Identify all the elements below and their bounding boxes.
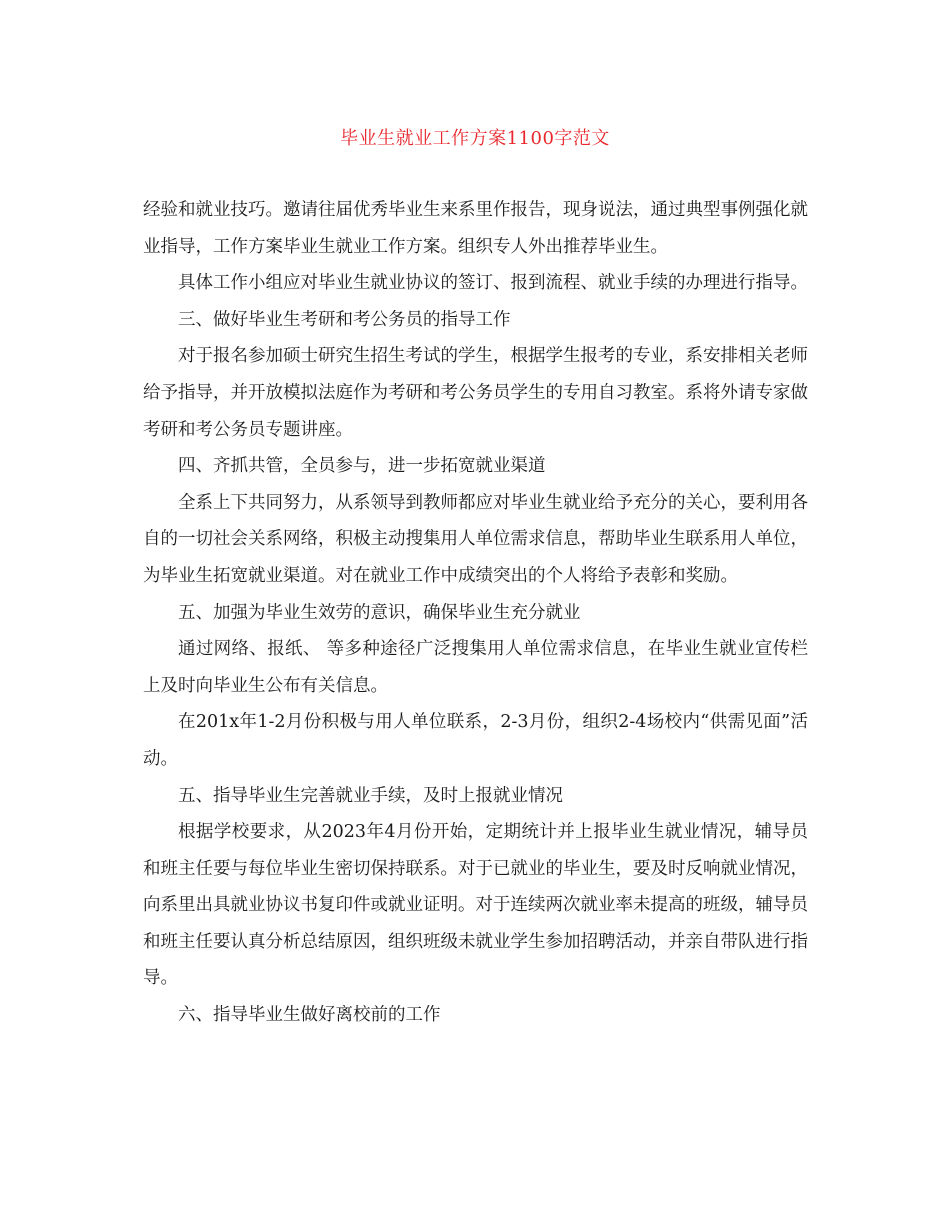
paragraph: 根据学校要求，从2023年4月份开始，定期统计并上报毕业生就业情况，辅导员和班主任要与每位毕业生密切保持联系。对于已就业的毕业生，要及时反响就业情况，向系里出具就业协议书复印件或就业证明。对于连续两次就业率未提高的班级，辅导员和班主任要认真分析总结原因，组织班级未就业学生参加招聘活动，并亲自带队进行指导。 [143, 822, 808, 989]
section-heading: 五、指导毕业生完善就业手续，及时上报就业情况 [178, 785, 563, 806]
paragraph: 全系上下共同努力，从系领导到教师都应对毕业生就业给予充分的关心，要利用各自的一切社会关系网络，积极主动搜集用人单位需求信息，帮助毕业生联系用人单位，为毕业生拓宽就业渠道。对在就业工作中成绩突出的个人将给予表彰和奖励。 [143, 492, 808, 586]
section-heading: 四、齐抓共管，全员参与，进一步拓宽就业渠道 [178, 456, 546, 477]
section-heading: 六、指导毕业生做好离校前的工作 [178, 1005, 441, 1026]
document-title: 毕业生就业工作方案1100字范文 [340, 128, 610, 149]
section-heading: 三、做好毕业生考研和考公务员的指导工作 [178, 309, 511, 330]
paragraph: 对于报名参加硕士研究生招生考试的学生，根据学生报考的专业，系安排相关老师给予指导，并开放模拟法庭作为考研和考公务员学生的专用自习教室。系将外请专家做考研和考公务员专题讲座。 [143, 346, 808, 440]
paragraph: 在201x年1-2月份积极与用人单位联系，2-3月份，组织2-4场校内“供需见面”活动。 [143, 712, 808, 769]
paragraph: 具体工作小组应对毕业生就业协议的签订、报到流程、就业手续的办理进行指导。 [178, 273, 808, 294]
paragraph: 经验和就业技巧。邀请往届优秀毕业生来系里作报告，现身说法，通过典型事例强化就业指导，工作方案毕业生就业工作方案。组织专人外出推荐毕业生。 [143, 200, 808, 257]
section-heading: 五、加强为毕业生效劳的意识，确保毕业生充分就业 [178, 602, 581, 623]
paragraph: 通过网络、报纸、 等多种途径广泛搜集用人单位需求信息，在毕业生就业宣传栏上及时向毕业生公布有关信息。 [143, 639, 808, 696]
document-body [143, 192, 808, 1034]
